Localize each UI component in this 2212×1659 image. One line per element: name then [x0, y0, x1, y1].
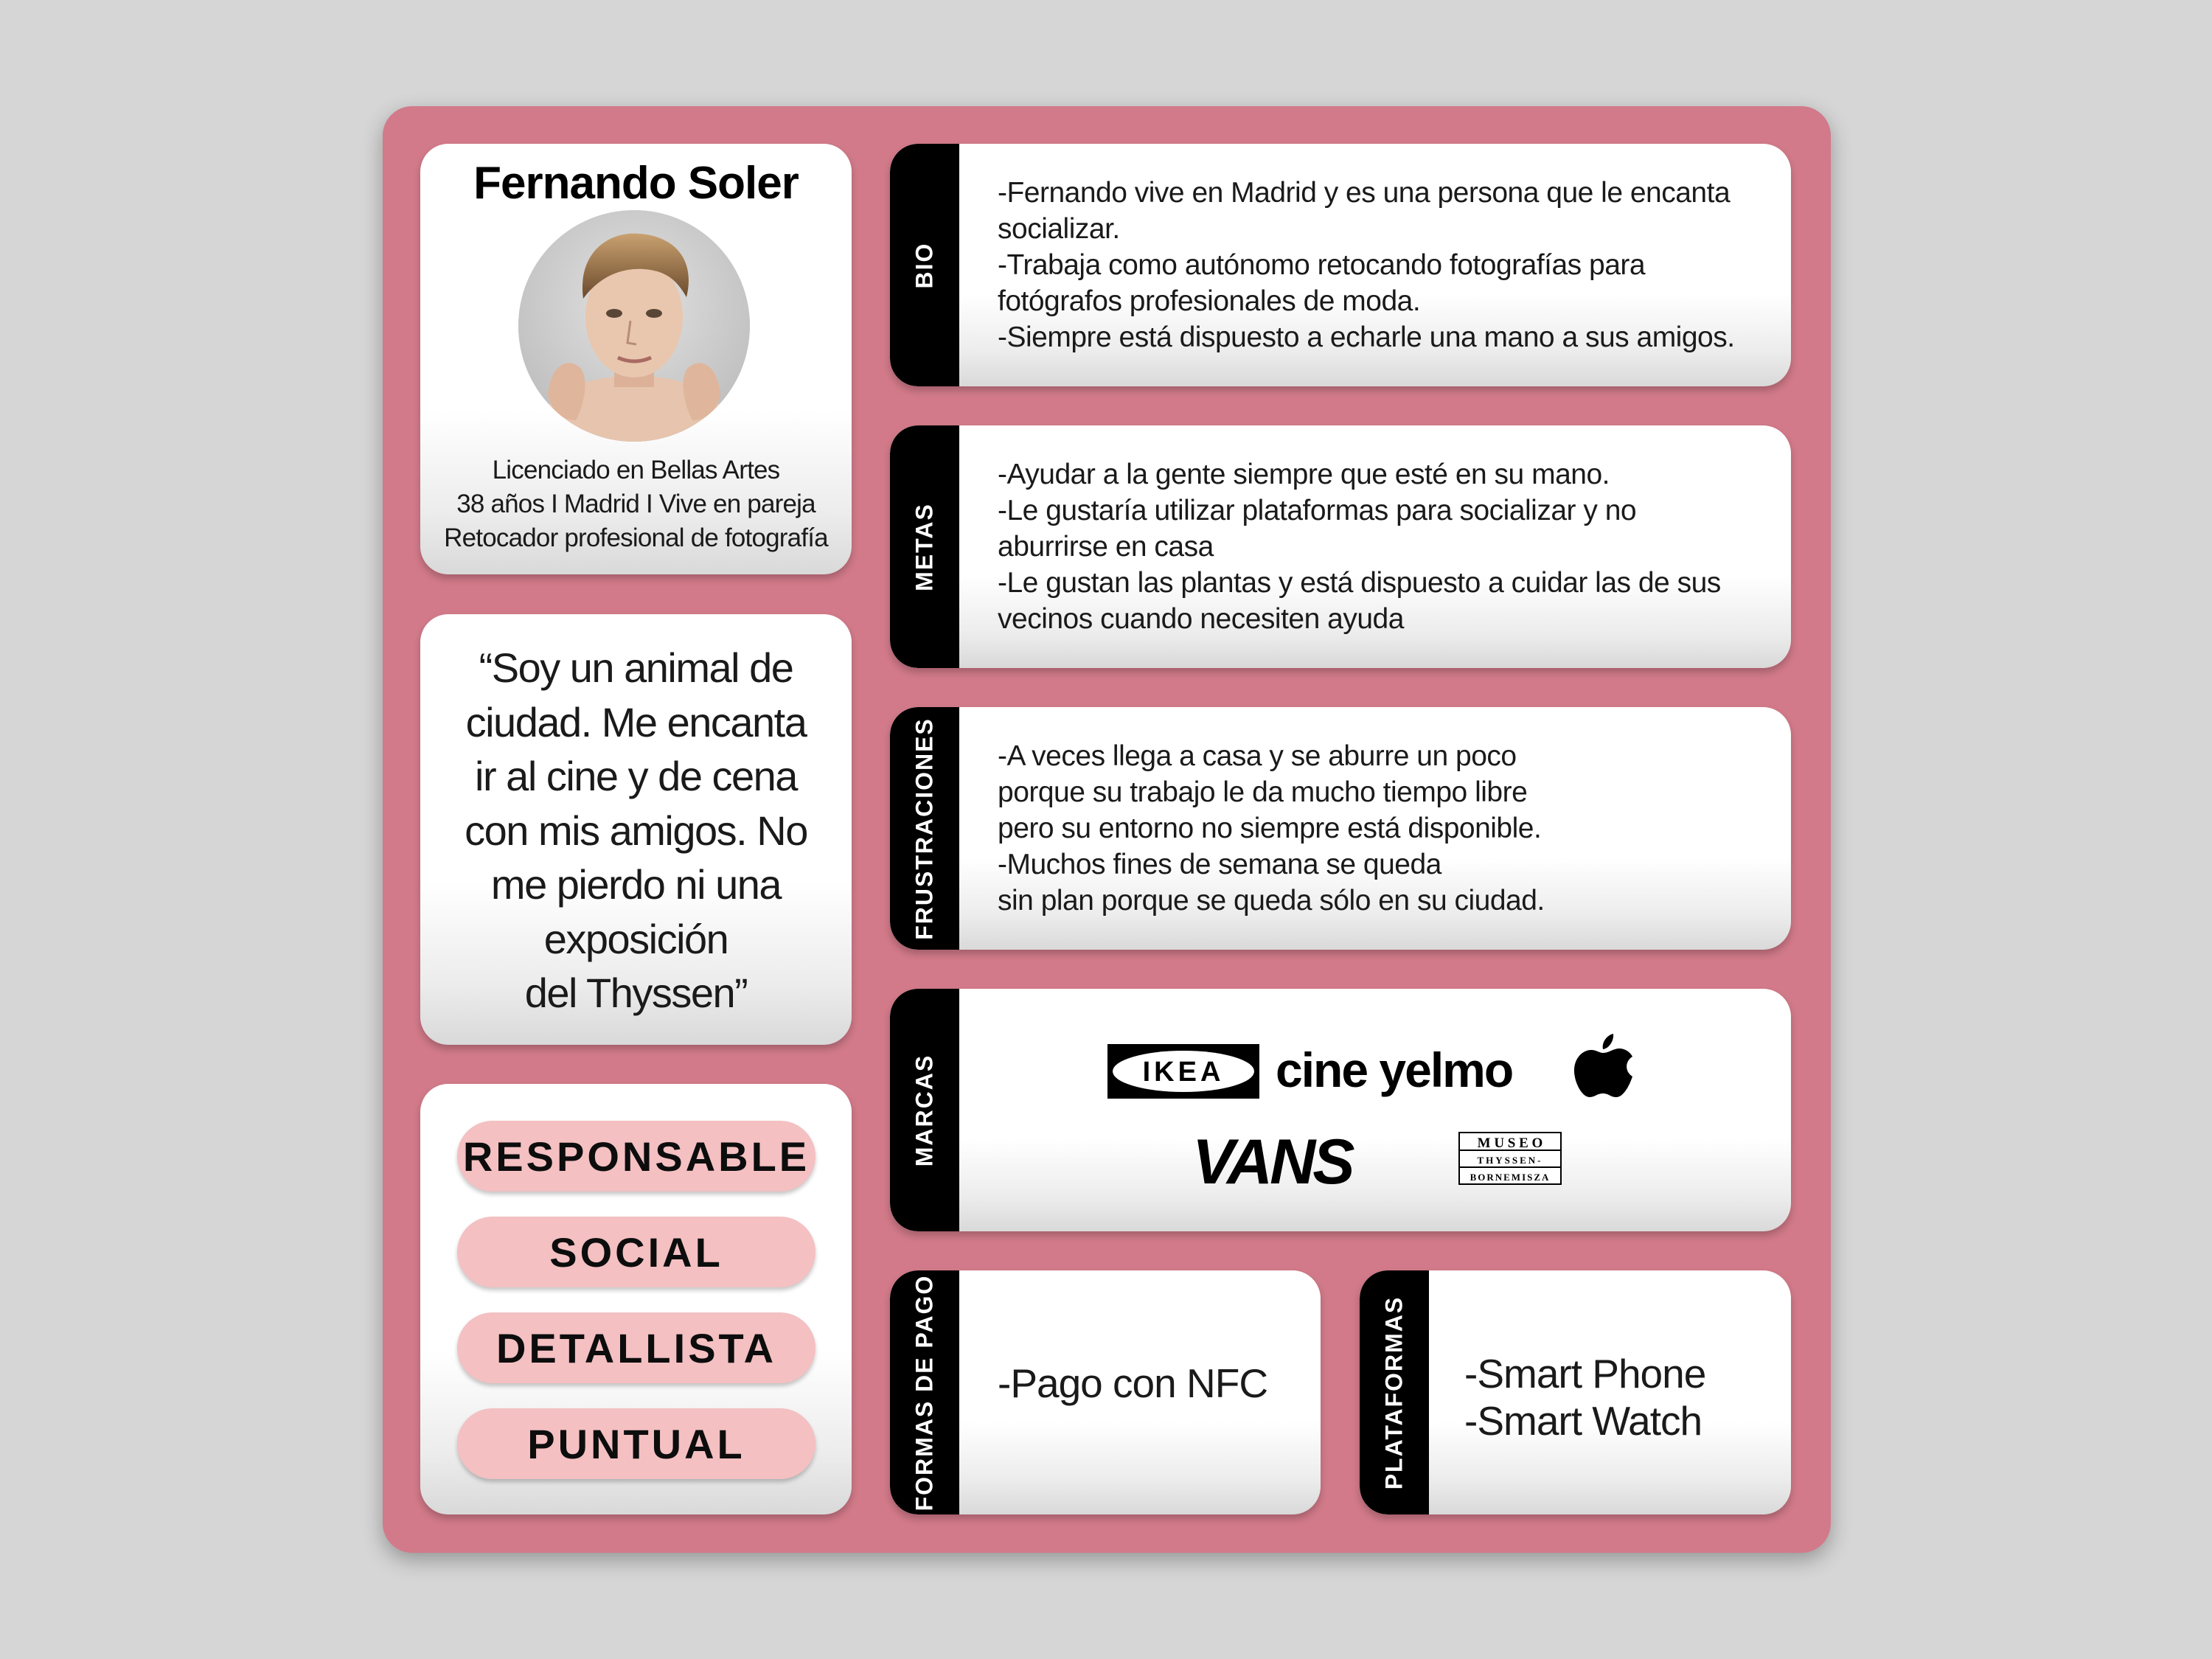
museo-logo-line: M U S E O	[1477, 1135, 1543, 1151]
persona-name: Fernando Soler	[473, 158, 799, 209]
plataforma-line: -Smart Phone	[1464, 1351, 1706, 1397]
vans-logo: VANS	[1192, 1127, 1352, 1197]
quote-line: con mis amigos. No	[465, 807, 807, 854]
marcas-label: MARCAS	[911, 1054, 938, 1166]
formas-de-pago-label: FORMAS DE PAGO	[911, 1274, 938, 1511]
bio-line: -Fernando vive en Madrid y es una persona que le encanta	[998, 177, 1731, 209]
portrait-photo	[518, 210, 750, 442]
bio-label: BIO	[911, 242, 938, 288]
metas-line: -Ayudar a la gente siempre que esté en su mano.	[998, 459, 1610, 490]
museo-logo-line: BORNEMISZA	[1470, 1172, 1551, 1183]
bio-line: -Siempre está dispuesto a echarle una mano a sus amigos.	[998, 321, 1735, 353]
plataformas-tab	[1360, 1270, 1429, 1514]
marcas-card	[890, 989, 1791, 1231]
metas-line: aburrirse en casa	[998, 531, 1214, 563]
bio-card	[890, 144, 1791, 386]
profile-age-city: 38 años I Madrid I Vive en pareja	[456, 490, 815, 518]
cine-yelmo-logo: cine yelmo	[1276, 1043, 1513, 1097]
quote-line: exposición	[543, 915, 728, 962]
ikea-logo-text: IKEA	[1142, 1057, 1225, 1088]
profile-degree: Licenciado en Bellas Artes	[492, 456, 780, 484]
trait-pill: DETALLISTA	[457, 1312, 815, 1383]
museo-logo-line: THYSSEN-	[1477, 1155, 1543, 1166]
pago-line: -Pago con NFC	[998, 1360, 1268, 1406]
frustraciones-card	[890, 707, 1791, 950]
plataformas-label: PLATAFORMAS	[1380, 1295, 1408, 1489]
plataformas-text	[1464, 1350, 1705, 1444]
frustraciones-line: -A veces llega a casa y se aburre un poco	[998, 740, 1517, 772]
bio-line: fotógrafos profesionales de moda.	[998, 285, 1421, 317]
profile-card	[420, 144, 852, 574]
bio-line: -Trabaja como autónomo retocando fotografías para	[998, 249, 1646, 281]
avatar	[518, 210, 750, 442]
marcas-tab	[890, 989, 959, 1231]
formas-de-pago-text	[998, 1360, 1267, 1407]
metas-text	[998, 456, 1761, 637]
ikea-logo	[1107, 1044, 1259, 1099]
traits-card	[420, 1084, 852, 1514]
metas-line: -Le gustaría utilizar plataformas para socializar y no	[998, 495, 1637, 526]
plataforma-line: -Smart Watch	[1464, 1398, 1703, 1444]
trait-pill: PUNTUAL	[457, 1408, 815, 1479]
plataformas-card	[1360, 1270, 1791, 1514]
bio-tab	[890, 144, 959, 386]
frustraciones-line: porque su trabajo le da mucho tiempo libre	[998, 776, 1528, 808]
frustraciones-label: FRUSTRACIONES	[911, 717, 938, 940]
quote-line: ir al cine y de cena	[475, 753, 797, 799]
bio-text	[998, 175, 1761, 355]
formas-de-pago-card	[890, 1270, 1321, 1514]
trait-pill: RESPONSABLE	[457, 1121, 815, 1192]
quote-line: del Thyssen”	[524, 970, 748, 1016]
profile-details	[420, 453, 852, 555]
quote-line: “Soy un animal de	[479, 644, 793, 691]
persona-quote	[420, 641, 852, 1020]
quote-card	[420, 614, 852, 1045]
metas-line: -Le gustan las plantas y está dispuesto a cuidar las de sus	[998, 567, 1721, 599]
quote-line: me pierdo ni una	[490, 861, 782, 908]
museo-thyssen-logo	[1458, 1132, 1562, 1185]
frustraciones-line: sin plan porque se queda sólo en su ciudad.	[998, 885, 1545, 917]
frustraciones-tab	[890, 707, 959, 950]
frustraciones-line: -Muchos fines de semana se queda	[998, 849, 1441, 880]
apple-logo-icon	[1573, 1029, 1634, 1102]
profile-occupation: Retocador profesional de fotografía	[444, 524, 828, 552]
metas-label: METAS	[911, 502, 938, 591]
frustraciones-text	[998, 738, 1761, 919]
metas-tab	[890, 425, 959, 668]
bio-line: socializar.	[998, 213, 1120, 245]
formas-de-pago-tab	[890, 1270, 959, 1514]
frustraciones-line: pero su entorno no siempre está disponible.	[998, 813, 1542, 844]
metas-card	[890, 425, 1791, 668]
trait-pill: SOCIAL	[457, 1217, 815, 1287]
metas-line: vecinos cuando necesiten ayuda	[998, 603, 1404, 635]
quote-line: ciudad. Me encanta	[465, 698, 807, 745]
